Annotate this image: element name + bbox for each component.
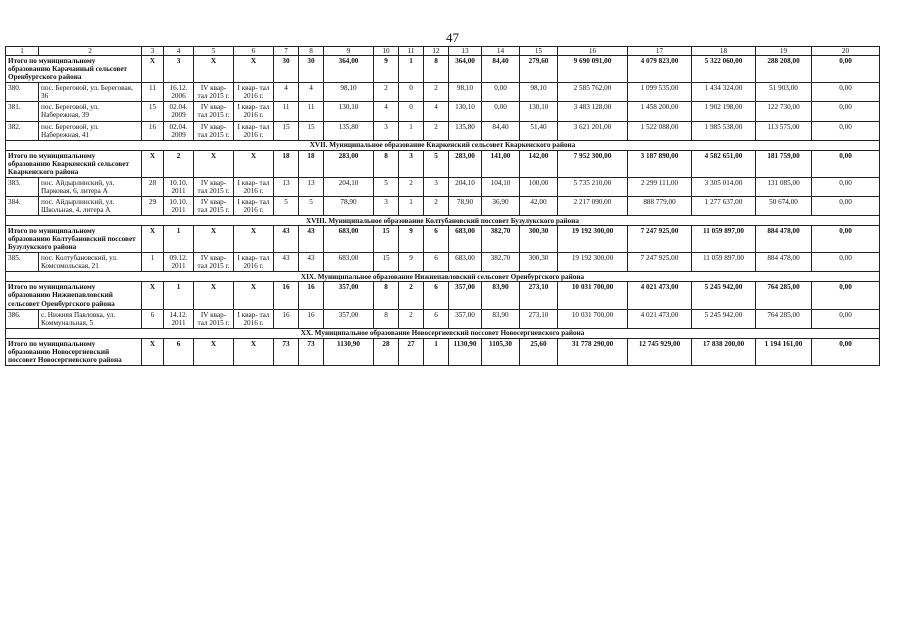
house-cell: 300,30 xyxy=(520,253,558,272)
total-cell: 4 079 823,00 xyxy=(628,56,692,83)
house-cell: IV квар- тал 2015 г. xyxy=(194,253,234,272)
house-cell: 13 xyxy=(299,177,324,196)
total-cell: X xyxy=(142,226,164,253)
total-cell: 8 xyxy=(374,282,399,309)
house-cell: 2 xyxy=(424,196,449,215)
column-number-cell: 3 xyxy=(142,47,164,56)
total-cell: 30 xyxy=(299,56,324,83)
house-cell: 2 xyxy=(424,121,449,140)
column-number-cell: 19 xyxy=(756,47,812,56)
total-cell: 764 285,00 xyxy=(756,282,812,309)
total-cell: 31 778 290,00 xyxy=(558,338,628,365)
municipality-total-row xyxy=(6,56,880,83)
house-cell: IV квар- тал 2015 г. xyxy=(194,83,234,102)
total-cell: 15 xyxy=(374,226,399,253)
house-cell: 4 021 473,00 xyxy=(628,309,692,328)
house-cell: 1 458 200,00 xyxy=(628,102,692,121)
house-cell: 11 059 897,00 xyxy=(692,253,756,272)
house-cell: 3 xyxy=(374,196,399,215)
house-cell: 19 192 300,00 xyxy=(558,253,628,272)
house-cell: 2 xyxy=(374,83,399,102)
house-row xyxy=(6,102,880,121)
house-cell: 135,80 xyxy=(449,121,482,140)
total-cell: 12 745 929,00 xyxy=(628,338,692,365)
house-address: пос. Айдырлинский, ул. Школьная, 4, литера А xyxy=(39,196,142,215)
section-title-row xyxy=(6,272,880,282)
house-cell: 3 305 014,00 xyxy=(692,177,756,196)
house-cell: 1 985 538,00 xyxy=(692,121,756,140)
total-cell: X xyxy=(142,56,164,83)
total-cell: 83,90 xyxy=(482,282,520,309)
house-cell: IV квар- тал 2015 г. xyxy=(194,196,234,215)
total-cell: 7 952 300,00 xyxy=(558,150,628,177)
total-cell: 382,70 xyxy=(482,226,520,253)
house-address: пос. Береговой, ул. Набережная, 41 xyxy=(39,121,142,140)
total-cell: X xyxy=(194,56,234,83)
total-cell: 1 xyxy=(164,282,194,309)
column-number-cell: 14 xyxy=(482,47,520,56)
house-cell: 100,00 xyxy=(520,177,558,196)
house-cell: 3 xyxy=(374,121,399,140)
column-number-cell: 20 xyxy=(812,47,880,56)
total-cell: 142,00 xyxy=(520,150,558,177)
total-cell: X xyxy=(234,150,274,177)
house-address: с. Нижняя Павловка, ул. Коммунальная, 5 xyxy=(39,309,142,328)
row-number: 382. xyxy=(6,121,39,140)
column-number-cell: 5 xyxy=(194,47,234,56)
total-cell: 364,00 xyxy=(449,56,482,83)
house-address: пос. Айдырлинский, ул. Парковая, 6, литера А xyxy=(39,177,142,196)
house-cell: 10 031 700,00 xyxy=(558,309,628,328)
house-cell: 29 xyxy=(142,196,164,215)
house-cell: 0 xyxy=(399,83,424,102)
house-cell: 8 xyxy=(374,309,399,328)
house-cell: 42,00 xyxy=(520,196,558,215)
total-cell: 0,00 xyxy=(812,150,880,177)
house-cell: 36,90 xyxy=(482,196,520,215)
house-row xyxy=(6,309,880,328)
total-cell: 30 xyxy=(274,56,299,83)
house-cell: 888 779,00 xyxy=(628,196,692,215)
total-cell: 27 xyxy=(399,338,424,365)
house-cell: 11 xyxy=(142,83,164,102)
housing-program-table xyxy=(5,46,880,366)
house-cell: 09.12. 2011 xyxy=(164,253,194,272)
column-number-cell: 10 xyxy=(374,47,399,56)
total-cell: 357,00 xyxy=(449,282,482,309)
total-cell: 73 xyxy=(299,338,324,365)
total-cell: 9 690 091,00 xyxy=(558,56,628,83)
house-cell: 1 434 324,00 xyxy=(692,83,756,102)
house-cell: 4 xyxy=(274,83,299,102)
house-cell: 122 730,00 xyxy=(756,102,812,121)
total-cell: 73 xyxy=(274,338,299,365)
house-cell: 0,00 xyxy=(812,102,880,121)
house-cell: 0,00 xyxy=(812,309,880,328)
total-cell: 6 xyxy=(424,282,449,309)
house-cell: 0 xyxy=(399,102,424,121)
total-cell: 11 059 897,00 xyxy=(692,226,756,253)
house-cell: 43 xyxy=(299,253,324,272)
house-cell: 51 903,00 xyxy=(756,83,812,102)
house-cell: 6 xyxy=(142,309,164,328)
house-cell: 0,00 xyxy=(482,83,520,102)
house-cell: I квар- тал 2016 г. xyxy=(234,121,274,140)
house-cell: 98,10 xyxy=(520,83,558,102)
house-cell: 15 xyxy=(142,102,164,121)
house-cell: 273,10 xyxy=(520,309,558,328)
total-label: Итого по муниципальному образованию Новосергиевский поссовет Новосергиевского района xyxy=(6,338,142,365)
house-cell: 78,90 xyxy=(324,196,374,215)
house-cell: 130,10 xyxy=(449,102,482,121)
total-cell: 8 xyxy=(374,150,399,177)
house-cell: 51,40 xyxy=(520,121,558,140)
total-cell: X xyxy=(194,338,234,365)
house-cell: 16 xyxy=(274,309,299,328)
section-title: XVII. Муниципальное образование Кваркенский сельсовет Кваркенского района xyxy=(6,140,880,150)
total-cell: 4 021 473,00 xyxy=(628,282,692,309)
house-cell: 15 xyxy=(274,121,299,140)
total-cell: 5 322 060,00 xyxy=(692,56,756,83)
house-cell: 5 245 942,00 xyxy=(692,309,756,328)
total-cell: 3 xyxy=(164,56,194,83)
municipality-total-row xyxy=(6,338,880,365)
total-cell: 1 xyxy=(424,338,449,365)
total-cell: 1 xyxy=(399,56,424,83)
house-cell: 78,90 xyxy=(449,196,482,215)
total-cell: X xyxy=(142,282,164,309)
total-cell: 1130,90 xyxy=(449,338,482,365)
total-cell: 3 xyxy=(399,150,424,177)
total-cell: 364,00 xyxy=(324,56,374,83)
total-cell: 181 759,00 xyxy=(756,150,812,177)
house-cell: 98,10 xyxy=(449,83,482,102)
house-cell: 1 277 637,00 xyxy=(692,196,756,215)
section-title: XX. Муниципальное образование Новосергиевский поссовет Новосергиевского района xyxy=(6,328,880,338)
row-number: 381. xyxy=(6,102,39,121)
total-cell: 0,00 xyxy=(812,226,880,253)
house-cell: 764 285,00 xyxy=(756,309,812,328)
total-cell: 17 838 200,00 xyxy=(692,338,756,365)
house-cell: 1 xyxy=(399,121,424,140)
house-cell: 3 621 201,00 xyxy=(558,121,628,140)
house-cell: 4 xyxy=(374,102,399,121)
house-cell: 683,00 xyxy=(449,253,482,272)
house-cell: 357,00 xyxy=(449,309,482,328)
house-cell: 14.12. 2011 xyxy=(164,309,194,328)
total-cell: 279,60 xyxy=(520,56,558,83)
house-cell: 0,00 xyxy=(812,253,880,272)
total-cell: 288 208,00 xyxy=(756,56,812,83)
section-title-row xyxy=(6,140,880,150)
house-cell: IV квар- тал 2015 г. xyxy=(194,177,234,196)
house-cell: 1 902 198,00 xyxy=(692,102,756,121)
house-cell: 2 217 090,00 xyxy=(558,196,628,215)
house-cell: 1 099 535,00 xyxy=(628,83,692,102)
house-cell: 3 483 128,00 xyxy=(558,102,628,121)
total-cell: 2 xyxy=(399,282,424,309)
column-number-cell: 16 xyxy=(558,47,628,56)
house-cell: 10.10. 2011 xyxy=(164,196,194,215)
house-cell: I квар- тал 2016 г. xyxy=(234,253,274,272)
column-number-cell: 13 xyxy=(449,47,482,56)
total-cell: 4 582 651,00 xyxy=(692,150,756,177)
column-number-cell: 18 xyxy=(692,47,756,56)
house-cell: 0,00 xyxy=(812,83,880,102)
house-cell: I квар- тал 2016 г. xyxy=(234,177,274,196)
total-cell: 141,00 xyxy=(482,150,520,177)
total-cell: 43 xyxy=(274,226,299,253)
house-cell: 2 585 762,00 xyxy=(558,83,628,102)
row-number: 385. xyxy=(6,253,39,272)
house-cell: 4 xyxy=(424,102,449,121)
house-cell: 130,10 xyxy=(520,102,558,121)
total-cell: 19 192 300,00 xyxy=(558,226,628,253)
total-cell: 28 xyxy=(374,338,399,365)
house-cell: 13 xyxy=(274,177,299,196)
house-cell: 16 xyxy=(299,309,324,328)
column-number-cell: 9 xyxy=(324,47,374,56)
house-cell: 1 xyxy=(399,196,424,215)
house-cell: 357,00 xyxy=(324,309,374,328)
house-cell: 10.10. 2011 xyxy=(164,177,194,196)
total-cell: 1 xyxy=(164,226,194,253)
column-number-cell: 6 xyxy=(234,47,274,56)
total-cell: 1130,90 xyxy=(324,338,374,365)
house-address: пос. Колтубановский, ул. Комсомольская, 21 xyxy=(39,253,142,272)
house-cell: 130,10 xyxy=(324,102,374,121)
house-cell: 15 xyxy=(374,253,399,272)
column-number-cell: 7 xyxy=(274,47,299,56)
column-number-row xyxy=(6,47,880,56)
house-cell: 1 522 088,00 xyxy=(628,121,692,140)
house-cell: 0,00 xyxy=(812,177,880,196)
total-cell: 16 xyxy=(274,282,299,309)
house-cell: 16 xyxy=(142,121,164,140)
column-number-cell: 17 xyxy=(628,47,692,56)
house-cell: 683,00 xyxy=(324,253,374,272)
house-cell: 5 xyxy=(299,196,324,215)
total-cell: X xyxy=(194,226,234,253)
row-number: 386. xyxy=(6,309,39,328)
house-cell: 0,00 xyxy=(812,196,880,215)
total-cell: 84,40 xyxy=(482,56,520,83)
row-number: 380. xyxy=(6,83,39,102)
total-cell: 5 xyxy=(424,150,449,177)
total-cell: 2 xyxy=(164,150,194,177)
section-title: XIX. Муниципальное образование Нижнепавловский сельсовет Оренбургского района xyxy=(6,272,880,282)
house-row xyxy=(6,121,880,140)
column-number-cell: 11 xyxy=(399,47,424,56)
municipality-total-row xyxy=(6,150,880,177)
section-title-row xyxy=(6,328,880,338)
column-number-cell: 4 xyxy=(164,47,194,56)
house-cell: 6 xyxy=(424,253,449,272)
house-cell: 2 xyxy=(399,309,424,328)
house-cell: I квар- тал 2016 г. xyxy=(234,196,274,215)
house-cell: 43 xyxy=(274,253,299,272)
house-cell: 9 xyxy=(399,253,424,272)
total-cell: 1 194 161,00 xyxy=(756,338,812,365)
house-cell: 204,10 xyxy=(324,177,374,196)
house-cell: IV квар- тал 2015 г. xyxy=(194,121,234,140)
total-cell: X xyxy=(234,56,274,83)
house-cell: IV квар- тал 2015 г. xyxy=(194,102,234,121)
total-label: Итого по муниципальному образованию Карачанный сельсовет Оренбургского района xyxy=(6,56,142,83)
total-cell: 884 478,00 xyxy=(756,226,812,253)
row-number: 383. xyxy=(6,177,39,196)
column-number-cell: 12 xyxy=(424,47,449,56)
house-cell: 884 478,00 xyxy=(756,253,812,272)
house-cell: 2 xyxy=(399,177,424,196)
municipality-total-row xyxy=(6,282,880,309)
total-cell: 7 247 925,00 xyxy=(628,226,692,253)
house-cell: 135,80 xyxy=(324,121,374,140)
house-cell: 15 xyxy=(299,121,324,140)
total-cell: 357,00 xyxy=(324,282,374,309)
house-cell: 02.04. 2009 xyxy=(164,102,194,121)
total-cell: X xyxy=(194,282,234,309)
house-cell: 2 299 111,00 xyxy=(628,177,692,196)
house-cell: I квар- тал 2016 г. xyxy=(234,102,274,121)
house-cell: 104,10 xyxy=(482,177,520,196)
total-cell: 43 xyxy=(299,226,324,253)
column-number-cell: 1 xyxy=(6,47,39,56)
house-cell: 6 xyxy=(424,309,449,328)
total-cell: 1105,30 xyxy=(482,338,520,365)
house-address: пос. Береговой, ул. Набережная, 39 xyxy=(39,102,142,121)
section-title: XVIII. Муниципальное образование Колтубановский поссовет Бузулукского района xyxy=(6,216,880,226)
table-body xyxy=(6,47,880,366)
total-cell: X xyxy=(194,150,234,177)
section-title-row xyxy=(6,216,880,226)
total-cell: 5 245 942,00 xyxy=(692,282,756,309)
total-cell: X xyxy=(234,338,274,365)
total-label: Итого по муниципальному образованию Кваркенский сельсовет Кваркенского района xyxy=(6,150,142,177)
house-cell: 50 674,00 xyxy=(756,196,812,215)
total-cell: 9 xyxy=(374,56,399,83)
house-cell: 84,40 xyxy=(482,121,520,140)
page-number: 47 xyxy=(446,30,459,45)
house-cell: IV квар- тал 2015 г. xyxy=(194,309,234,328)
total-cell: 18 xyxy=(274,150,299,177)
house-cell: 4 xyxy=(299,83,324,102)
total-cell: 300,30 xyxy=(520,226,558,253)
total-cell: 283,00 xyxy=(449,150,482,177)
house-cell: 98,10 xyxy=(324,83,374,102)
column-number-cell: 15 xyxy=(520,47,558,56)
total-cell: 18 xyxy=(299,150,324,177)
row-number: 384. xyxy=(6,196,39,215)
house-address: пос. Береговой, ул. Береговая, 36 xyxy=(39,83,142,102)
house-row xyxy=(6,177,880,196)
total-cell: X xyxy=(234,226,274,253)
house-cell: 11 xyxy=(299,102,324,121)
total-label: Итого по муниципальному образованию Колтубановский поссовет Бузулукского района xyxy=(6,226,142,253)
total-label: Итого по муниципальному образованию Нижнепавловский сельсовет Оренбургского района xyxy=(6,282,142,309)
house-cell: 5 xyxy=(274,196,299,215)
total-cell: 273,10 xyxy=(520,282,558,309)
house-cell: 113 575,00 xyxy=(756,121,812,140)
municipality-total-row xyxy=(6,226,880,253)
house-row xyxy=(6,253,880,272)
column-number-cell: 2 xyxy=(39,47,142,56)
house-cell: 5 735 210,00 xyxy=(558,177,628,196)
house-cell: 0,00 xyxy=(482,102,520,121)
house-cell: I квар- тал 2016 г. xyxy=(234,83,274,102)
total-cell: 683,00 xyxy=(324,226,374,253)
total-cell: X xyxy=(142,150,164,177)
house-cell: 3 xyxy=(424,177,449,196)
total-cell: 8 xyxy=(424,56,449,83)
house-cell: 7 247 925,00 xyxy=(628,253,692,272)
total-cell: 6 xyxy=(164,338,194,365)
total-cell: 25,60 xyxy=(520,338,558,365)
house-cell: 02.04. 2009 xyxy=(164,121,194,140)
total-cell: 0,00 xyxy=(812,282,880,309)
total-cell: 683,00 xyxy=(449,226,482,253)
house-row xyxy=(6,196,880,215)
total-cell: 3 187 890,00 xyxy=(628,150,692,177)
total-cell: 0,00 xyxy=(812,56,880,83)
total-cell: 0,00 xyxy=(812,338,880,365)
house-cell: 16.12. 2006 xyxy=(164,83,194,102)
total-cell: 9 xyxy=(399,226,424,253)
house-cell: 5 xyxy=(374,177,399,196)
house-cell: 83,90 xyxy=(482,309,520,328)
house-row xyxy=(6,83,880,102)
total-cell: X xyxy=(234,282,274,309)
house-cell: 204,10 xyxy=(449,177,482,196)
house-cell: 28 xyxy=(142,177,164,196)
column-number-cell: 8 xyxy=(299,47,324,56)
total-cell: 16 xyxy=(299,282,324,309)
house-cell: 382,70 xyxy=(482,253,520,272)
house-cell: 11 xyxy=(274,102,299,121)
house-cell: I квар- тал 2016 г. xyxy=(234,309,274,328)
total-cell: X xyxy=(142,338,164,365)
house-cell: 0,00 xyxy=(812,121,880,140)
house-cell: 1 xyxy=(142,253,164,272)
total-cell: 283,00 xyxy=(324,150,374,177)
total-cell: 6 xyxy=(424,226,449,253)
house-cell: 2 xyxy=(424,83,449,102)
total-cell: 10 031 700,00 xyxy=(558,282,628,309)
house-cell: 131 085,00 xyxy=(756,177,812,196)
